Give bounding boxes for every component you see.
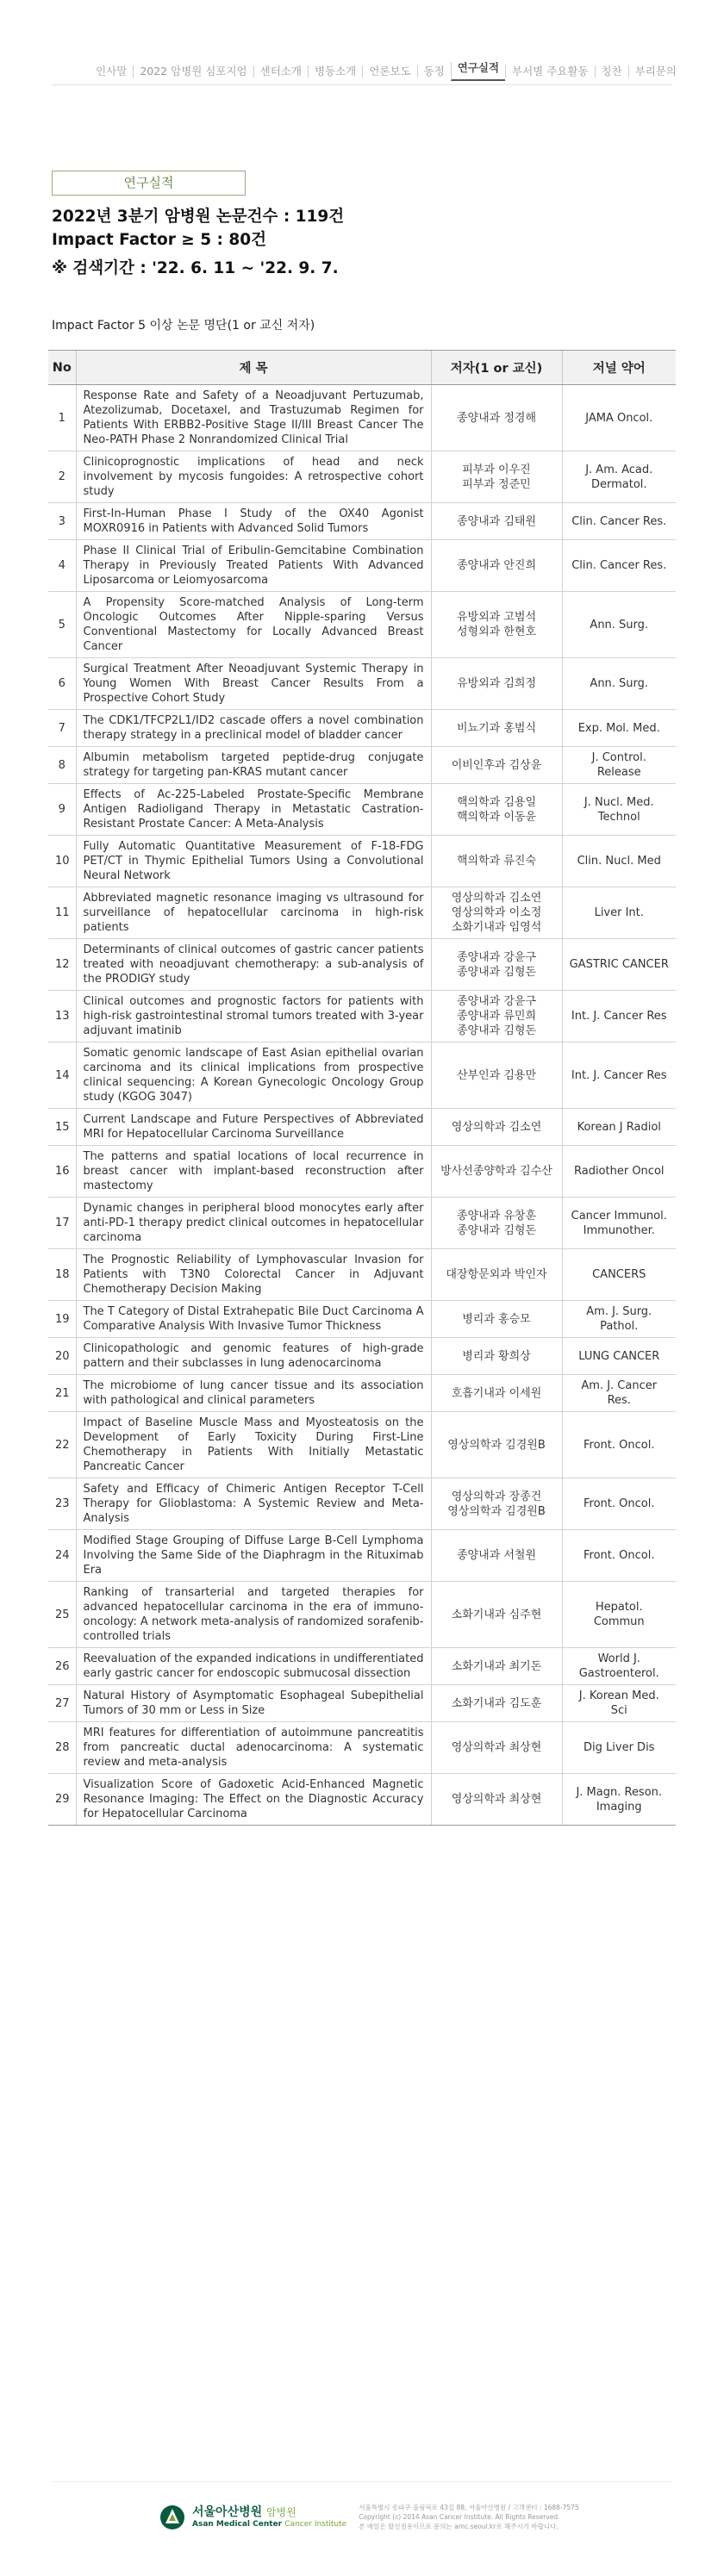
paper-title: Clinical outcomes and prognostic factors for patients with high-risk gastrointestinal stromal tumors treated with 3-year adjuvant imatinib (76, 991, 431, 1042)
row-number: 13 (48, 991, 76, 1042)
headline (52, 205, 344, 280)
header-author: 저자(1 or 교신) (431, 351, 562, 385)
row-number: 19 (48, 1301, 76, 1338)
row-number: 16 (48, 1146, 76, 1198)
paper-author: 종양내과 유창훈 종양내과 김형돈 (431, 1198, 562, 1249)
row-number: 6 (48, 658, 76, 710)
journal-abbrev: Int. J. Cancer Res (562, 991, 676, 1042)
paper-author: 대장항문외과 박인자 (431, 1249, 562, 1301)
row-number: 18 (48, 1249, 76, 1301)
table-row (48, 1685, 676, 1722)
paper-title: Reevaluation of the expanded indications in undifferentiated early gastric cancer for endoscopic submucosal dissection (76, 1648, 431, 1685)
papers-table-body (48, 385, 676, 1826)
journal-abbrev: Front. Oncol. (562, 1412, 676, 1478)
table-row (48, 747, 676, 784)
table-row (48, 1648, 676, 1685)
table-row (48, 385, 676, 451)
row-number: 20 (48, 1338, 76, 1375)
table-row (48, 503, 676, 540)
table-row (48, 1301, 676, 1338)
logo-text (192, 2505, 346, 2529)
paper-title: MRI features for differentiation of autoimmune pancreatitis from pancreatic ductal adenocarcinoma: A systematic review and meta-analysis (76, 1722, 431, 1774)
row-number: 14 (48, 1042, 76, 1109)
journal-abbrev: Cancer Immunol. Immunother. (562, 1198, 676, 1249)
row-number: 7 (48, 710, 76, 747)
journal-abbrev: Radiother Oncol (562, 1146, 676, 1198)
table-row (48, 1042, 676, 1109)
journal-abbrev: Ann. Surg. (562, 592, 676, 658)
nav-item[interactable]: 병동소개 (308, 65, 362, 78)
paper-author: 유방외과 김희정 (431, 658, 562, 710)
footer-notice: 본 메일은 발신전용이므로 문의는 amc.seoul.kr로 해주시기 바랍니다. (359, 2523, 559, 2530)
paper-title: Response Rate and Safety of a Neoadjuvant Pertuzumab, Atezolizumab, Docetaxel, and Trastuzumab Regimen for Patients With ERBB2-Positive Stage II/III Breast Cancer The Neo-PATH Phase 2 Nonrandomized Clinical Trial (76, 385, 431, 451)
journal-abbrev: Exp. Mol. Med. (562, 710, 676, 747)
paper-author: 비뇨기과 홍범식 (431, 710, 562, 747)
journal-abbrev: Front. Oncol. (562, 1478, 676, 1530)
journal-abbrev: Dig Liver Dis (562, 1722, 676, 1774)
paper-author: 소화기내과 김도훈 (431, 1685, 562, 1722)
header-no: No (48, 351, 76, 385)
paper-author: 유방외과 고범석 성형외과 한현호 (431, 592, 562, 658)
nav-item[interactable]: 센터소개 (253, 65, 308, 78)
paper-author: 종양내과 강윤구 종양내과 류민희 종양내과 김형돈 (431, 991, 562, 1042)
paper-author: 영상의학과 김경원B (431, 1412, 562, 1478)
logo-ko-sub: 암병원 (266, 2506, 296, 2518)
journal-abbrev: J. Magn. Reson. Imaging (562, 1774, 676, 1826)
search-period: ※ 검색기간 : '22. 6. 11 ~ '22. 9. 7. (52, 259, 339, 277)
row-number: 10 (48, 836, 76, 887)
journal-abbrev: JAMA Oncol. (562, 385, 676, 451)
paper-author: 영상의학과 김소연 (431, 1109, 562, 1146)
table-row (48, 1146, 676, 1198)
table-row (48, 451, 676, 503)
row-number: 2 (48, 451, 76, 503)
row-number: 25 (48, 1582, 76, 1648)
paper-title: Dynamic changes in peripheral blood monocytes early after anti-PD-1 therapy predict clinical outcomes in hepatocellular carcinoma (76, 1198, 431, 1249)
journal-abbrev: GASTRIC CANCER (562, 939, 676, 991)
table-row (48, 1338, 676, 1375)
table-row (48, 1530, 676, 1582)
journal-abbrev: Am. J. Cancer Res. (562, 1375, 676, 1412)
paper-title: The microbiome of lung cancer tissue and its association with pathological and clinical parameters (76, 1375, 431, 1412)
footer (159, 2503, 579, 2531)
paper-author: 피부과 이우진 피부과 정준민 (431, 451, 562, 503)
paper-title: Ranking of transarterial and targeted therapies for advanced hepatocellular carcinoma in the era of immuno-oncology: A network meta-analysis of randomized sorafenib-controlled trials (76, 1582, 431, 1648)
logo-en: Asan Medical Center (192, 2520, 283, 2529)
paper-title: Clinicoprognostic implications of head and neck involvement by mycosis fungoides: A retrospective cohort study (76, 451, 431, 503)
paper-title: Impact of Baseline Muscle Mass and Myosteatosis on the Development of Early Toxicity During First-Line Chemotherapy in Patients With Initially Metastatic Pancreatic Cancer (76, 1412, 431, 1478)
journal-abbrev: J. Korean Med. Sci (562, 1685, 676, 1722)
paper-title: Abbreviated magnetic resonance imaging vs ultrasound for surveillance of hepatocellular carcinoma in high-risk patients (76, 887, 431, 939)
paper-title: The Prognostic Reliability of Lymphovascular Invasion for Patients with T3N0 Colorectal Cancer in Adjuvant Chemotherapy Decision Making (76, 1249, 431, 1301)
paper-title: Phase II Clinical Trial of Eribulin-Gemcitabine Combination Therapy in Previously Treated Patients With Advanced Liposarcoma or Leiomyosarcoma (76, 540, 431, 592)
table-row (48, 658, 676, 710)
paper-title: Fully Automatic Quantitative Measurement of F-18-FDG PET/CT in Thymic Epithelial Tumors Using a Convolutional Neural Network (76, 836, 431, 887)
paper-author: 이비인후과 김상윤 (431, 747, 562, 784)
row-number: 24 (48, 1530, 76, 1582)
journal-abbrev: World J. Gastroenterol. (562, 1648, 676, 1685)
table-row (48, 710, 676, 747)
row-number: 21 (48, 1375, 76, 1412)
section-tab-research: 연구실적 (52, 171, 246, 196)
paper-title: First-In-Human Phase I Study of the OX40 Agonist MOXR0916 in Patients with Advanced Solid Tumors (76, 503, 431, 540)
paper-title: The patterns and spatial locations of local recurrence in breast cancer with implant-based reconstruction after mastectomy (76, 1146, 431, 1198)
paper-title: Safety and Efficacy of Chimeric Antigen Receptor T-Cell Therapy for Glioblastoma: A Systemic Review and Meta-Analysis (76, 1478, 431, 1530)
row-number: 26 (48, 1648, 76, 1685)
paper-author: 병리과 황희상 (431, 1338, 562, 1375)
table-row (48, 991, 676, 1042)
logo-ko: 서울아산병원 (192, 2505, 263, 2519)
journal-abbrev: Clin. Cancer Res. (562, 503, 676, 540)
paper-author: 종양내과 강윤구 종양내과 김형돈 (431, 939, 562, 991)
nav-item[interactable]: 2022 암병원 심포지엄 (133, 65, 253, 78)
paper-title: Modified Stage Grouping of Diffuse Large B-Cell Lymphoma Involving the Same Side of the Diaphragm in the Rituximab Era (76, 1530, 431, 1582)
paper-author: 영상의학과 최상현 (431, 1722, 562, 1774)
papers-table (48, 350, 676, 1826)
row-number: 22 (48, 1412, 76, 1478)
impact-factor-line: Impact Factor ≥ 5 : 80건 (52, 231, 266, 249)
paper-author: 종양내과 정경해 (431, 385, 562, 451)
row-number: 9 (48, 784, 76, 836)
paper-title: Visualization Score of Gadoxetic Acid-Enhanced Magnetic Resonance Imaging: The Effect on the Diagnostic Accuracy for Hepatocellular Carcinoma (76, 1774, 431, 1826)
list-subtitle: Impact Factor 5 이상 논문 명단(1 or 교신 저자) (52, 319, 315, 333)
table-row (48, 939, 676, 991)
nav-item[interactable]: 동정 (417, 65, 451, 78)
nav-item[interactable]: 연구실적 (451, 62, 505, 81)
table-row (48, 1249, 676, 1301)
paper-author: 병리과 홍승모 (431, 1301, 562, 1338)
row-number: 17 (48, 1198, 76, 1249)
row-number: 27 (48, 1685, 76, 1722)
paper-title: Effects of Ac-225-Labeled Prostate-Specific Membrane Antigen Radioligand Therapy in Metastatic Castration-Resistant Prostate Cancer: A Meta-Analysis (76, 784, 431, 836)
row-number: 15 (48, 1109, 76, 1146)
paper-author: 소화기내과 최기돈 (431, 1648, 562, 1685)
row-number: 12 (48, 939, 76, 991)
paper-title: The T Category of Distal Extrahepatic Bile Duct Carcinoma A Comparative Analysis With Invasive Tumor Thickness (76, 1301, 431, 1338)
footer-divider (52, 2481, 672, 2482)
table-header-row (48, 351, 676, 385)
top-nav (62, 62, 683, 81)
paper-title: Surgical Treatment After Neoadjuvant Systemic Therapy in Young Women With Breast Cancer Results From a Prospective Cohort Study (76, 658, 431, 710)
journal-abbrev: Int. J. Cancer Res (562, 1042, 676, 1109)
row-number: 8 (48, 747, 76, 784)
row-number: 23 (48, 1478, 76, 1530)
table-row (48, 1109, 676, 1146)
journal-abbrev: J. Am. Acad. Dermatol. (562, 451, 676, 503)
paper-author: 종양내과 서철원 (431, 1530, 562, 1582)
journal-abbrev: LUNG CANCER (562, 1338, 676, 1375)
paper-title: The CDK1/TFCP2L1/ID2 cascade offers a novel combination therapy strategy in a preclinical model of bladder cancer (76, 710, 431, 747)
row-number: 11 (48, 887, 76, 939)
nav-item[interactable]: 인사말 (96, 65, 128, 78)
journal-abbrev: Liver Int. (562, 887, 676, 939)
paper-title: Determinants of clinical outcomes of gastric cancer patients treated with neoadjuvant chemotherapy: a sub-analysis of the PRODIGY study (76, 939, 431, 991)
paper-author: 핵의학과 류진숙 (431, 836, 562, 887)
table-row (48, 887, 676, 939)
paper-title: A Propensity Score-matched Analysis of Long-term Oncologic Outcomes After Nipple-sparing Versus Conventional Mastectomy for Locally Advanced Breast Cancer (76, 592, 431, 658)
nav-item[interactable]: 칭찬 (595, 65, 628, 78)
nav-item[interactable]: 언론보도 (362, 65, 416, 78)
paper-count-line: 2022년 3분기 암병원 논문건수 : 119건 (52, 208, 345, 226)
table-row (48, 592, 676, 658)
journal-abbrev: J. Control. Release (562, 747, 676, 784)
nav-divider (52, 84, 672, 85)
journal-abbrev: Hepatol. Commun (562, 1582, 676, 1648)
header-title: 제 목 (76, 351, 431, 385)
paper-author: 종양내과 안진희 (431, 540, 562, 592)
table-row (48, 1582, 676, 1648)
paper-author: 호흡기내과 이세원 (431, 1375, 562, 1412)
table-row (48, 836, 676, 887)
paper-title: Somatic genomic landscape of East Asian epithelial ovarian carcinoma and its clinical implications from prospective clinical sequencing: A Korean Gynecologic Oncology Group study (KGOG 3047) (76, 1042, 431, 1109)
asan-logo-icon (159, 2504, 185, 2530)
footer-copyright: Copyright (c) 2014 Asan Cancer Institute. All Rights Reserved. (359, 2513, 560, 2521)
table-row (48, 1478, 676, 1530)
paper-author: 영상의학과 최상현 (431, 1774, 562, 1826)
paper-title: Natural History of Asymptomatic Esophageal Subepithelial Tumors of 30 mm or Less in Size (76, 1685, 431, 1722)
row-number: 1 (48, 385, 76, 451)
row-number: 3 (48, 503, 76, 540)
journal-abbrev: Ann. Surg. (562, 658, 676, 710)
journal-abbrev: Front. Oncol. (562, 1530, 676, 1582)
row-number: 28 (48, 1722, 76, 1774)
table-row (48, 1722, 676, 1774)
table-row (48, 784, 676, 836)
paper-author: 소화기내과 심주현 (431, 1582, 562, 1648)
row-number: 4 (48, 540, 76, 592)
footer-address: 서울특별시 송파구 올림픽로 43길 88, 서울아산병원 / 고객센터 : 1688-7575 (359, 2504, 579, 2511)
header-journal: 저널 약어 (562, 351, 676, 385)
journal-abbrev: J. Nucl. Med. Technol (562, 784, 676, 836)
journal-abbrev: Korean J Radiol (562, 1109, 676, 1146)
table-row (48, 1412, 676, 1478)
logo-en-sub: Cancer Institute (284, 2520, 347, 2529)
paper-title: Albumin metabolism targeted peptide-drug conjugate strategy for targeting pan-KRAS mutant cancer (76, 747, 431, 784)
table-row (48, 1375, 676, 1412)
paper-title: Clinicopathologic and genomic features of high-grade pattern and their subclasses in lung adenocarcinoma (76, 1338, 431, 1375)
table-row (48, 1774, 676, 1826)
paper-author: 핵의학과 김용일 핵의학과 이동윤 (431, 784, 562, 836)
nav-item[interactable]: 부리문의 (628, 65, 683, 78)
journal-abbrev: CANCERS (562, 1249, 676, 1301)
paper-author: 산부인과 김용만 (431, 1042, 562, 1109)
row-number: 29 (48, 1774, 76, 1826)
journal-abbrev: Am. J. Surg. Pathol. (562, 1301, 676, 1338)
paper-author: 종양내과 김태원 (431, 503, 562, 540)
paper-author: 영상의학과 김소연 영상의학과 이소정 소화기내과 임영석 (431, 887, 562, 939)
paper-author: 영상의학과 장종건 영상의학과 김경원B (431, 1478, 562, 1530)
paper-author: 방사선종양학과 김수산 (431, 1146, 562, 1198)
table-row (48, 540, 676, 592)
table-row (48, 1198, 676, 1249)
hospital-logo[interactable] (159, 2504, 346, 2530)
nav-item[interactable]: 부서별 주요활동 (505, 65, 595, 78)
journal-abbrev: Clin. Cancer Res. (562, 540, 676, 592)
journal-abbrev: Clin. Nucl. Med (562, 836, 676, 887)
row-number: 5 (48, 592, 76, 658)
footer-info (359, 2503, 579, 2531)
paper-title: Current Landscape and Future Perspectives of Abbreviated MRI for Hepatocellular Carcinoma Surveillance (76, 1109, 431, 1146)
